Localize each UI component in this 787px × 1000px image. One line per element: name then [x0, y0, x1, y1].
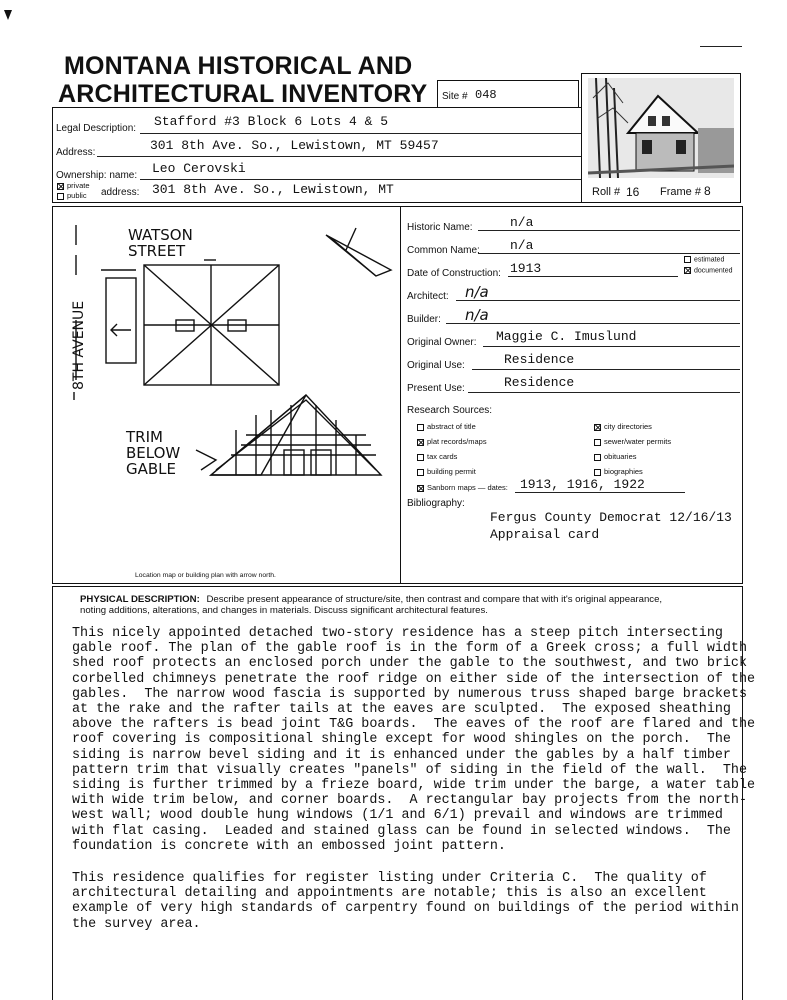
watson-street-label: WATSON: [128, 226, 193, 244]
research-label: biographies: [604, 467, 643, 476]
research-item[interactable]: [417, 422, 476, 431]
description-line: siding is further trimmed by a frieze board, wide trim under the barge, a water table: [72, 778, 756, 794]
site-sketch: [56, 210, 396, 570]
research-item[interactable]: [417, 467, 476, 476]
research-checkbox[interactable]: [594, 469, 601, 476]
present-use-value: Residence: [504, 375, 575, 390]
roll-value: 16: [626, 185, 640, 199]
legal-description-label: Legal Description:: [56, 123, 137, 134]
title-line-1: MONTANA HISTORICAL AND: [64, 52, 413, 80]
ownership-name-value: Leo Cerovski: [152, 161, 246, 176]
roll-label: Roll #: [592, 186, 621, 198]
research-label: Sanborn maps — dates:: [427, 483, 508, 492]
bibliography-label: Bibliography:: [407, 498, 465, 509]
divider: [97, 156, 582, 157]
divider: [483, 346, 740, 347]
public-label: public: [67, 191, 87, 200]
original-owner-value: Maggie C. Imuslund: [496, 329, 637, 344]
owner-address-label: address:: [101, 187, 140, 198]
common-name-label: Common Name:: [407, 245, 480, 256]
research-heading: Research Sources:: [407, 405, 493, 416]
form-title: [58, 52, 427, 108]
description-line: siding is narrow bevel siding and it is enhanced under the gables by a half timber: [72, 747, 731, 763]
physical-heading: PHYSICAL DESCRIPTION:: [80, 594, 200, 605]
watson-street-label-2: STREET: [128, 242, 186, 260]
research-label: obituaries: [604, 452, 637, 461]
estimated-checkbox-row[interactable]: [684, 256, 724, 263]
documented-label: documented: [694, 267, 733, 275]
physical-instructions-line-2: noting additions, alterations, and changes in materials. Discuss significant architectural features.: [80, 605, 488, 616]
research-checkbox[interactable]: [417, 439, 424, 446]
date-value: 1913: [510, 261, 542, 276]
avenue-label: 8TH AVENUE: [71, 300, 87, 390]
research-label: building permit: [427, 467, 476, 476]
site-label: Site #: [442, 91, 468, 102]
documented-checkbox[interactable]: [684, 267, 691, 274]
historic-name-value: n/a: [510, 215, 534, 230]
builder-label: Builder:: [407, 314, 441, 325]
historic-name-label: Historic Name:: [407, 222, 473, 233]
site-number: 048: [475, 88, 497, 102]
research-item[interactable]: [594, 452, 637, 461]
estimated-checkbox[interactable]: [684, 256, 691, 263]
research-item[interactable]: [594, 467, 643, 476]
site-number-box: [437, 80, 579, 108]
divider: [446, 323, 740, 324]
divider: [140, 133, 582, 134]
description-line: west wall; wood double hung windows (1/1 and 6/1) prevail and windows are trimmed: [72, 808, 723, 824]
research-label: abstract of title: [427, 422, 476, 431]
middle-divider: [400, 206, 401, 584]
divider: [456, 300, 740, 301]
legal-description-value: Stafford #3 Block 6 Lots 4 & 5: [154, 114, 389, 129]
description-line: pattern trim that visually creates "panels" of siding in the field of the wall. The: [72, 762, 747, 778]
description-line: This nicely appointed detached two-story residence has a steep pitch intersecting: [72, 626, 723, 641]
trim-label: TRIM: [126, 428, 163, 446]
research-checkbox[interactable]: [417, 469, 424, 476]
bibliography-item: Fergus County Democrat 12/16/13: [490, 510, 732, 525]
research-checkbox[interactable]: [417, 485, 424, 492]
documented-checkbox-row[interactable]: [684, 267, 733, 274]
original-use-value: Residence: [504, 352, 575, 367]
original-use-label: Original Use:: [407, 360, 465, 371]
research-checkbox[interactable]: [594, 454, 601, 461]
description-line: with wide trim below, and corner boards. A rectangular bay projects from the north-: [72, 793, 747, 809]
description-line: gable roof. The plan of the gable roof is in the form of a Greek cross; a full width: [72, 641, 747, 657]
date-label: Date of Construction:: [407, 268, 501, 279]
research-checkbox[interactable]: [417, 424, 424, 431]
description-line: shed roof protects an enclosed porch under the gable to the southwest, and two brick: [72, 656, 747, 672]
research-item[interactable]: [417, 452, 457, 461]
private-checkbox[interactable]: [57, 183, 64, 190]
divider: [515, 492, 685, 493]
photo-box: [581, 73, 741, 203]
research-label: city directories: [604, 422, 652, 431]
private-label: private: [67, 181, 90, 190]
description-line: gables. The narrow wood fascia is supported by numerous truss shaped barge brackets: [72, 686, 747, 702]
architect-value: n/a: [465, 283, 489, 301]
sketch-caption: Location map or building plan with arrow north.: [135, 572, 276, 579]
description-line: example of very high standards of carpentry found on buildings of the period within: [72, 901, 739, 917]
public-checkbox-row[interactable]: [57, 191, 87, 200]
address-value: 301 8th Ave. So., Lewistown, MT 59457: [150, 138, 439, 153]
corner-mark: [4, 10, 12, 20]
divider: [468, 392, 740, 393]
research-item[interactable]: [594, 437, 671, 446]
physical-description-paragraph-2: [72, 871, 739, 932]
present-use-label: Present Use:: [407, 383, 465, 394]
architect-label: Architect:: [407, 291, 449, 302]
description-line: roof covering is compositional shingle except for wood shingles on the porch. The: [72, 732, 731, 748]
owner-address-value: 301 8th Ave. So., Lewistown, MT: [152, 182, 394, 197]
trim-label-2: BELOW: [126, 444, 181, 462]
private-checkbox-row[interactable]: [57, 181, 90, 190]
divider: [140, 179, 582, 180]
frame-value: 8: [704, 184, 711, 198]
scan-mark: [700, 46, 742, 47]
divider: [478, 230, 740, 231]
divider: [478, 253, 740, 254]
research-item[interactable]: [594, 422, 652, 431]
trim-label-3: GABLE: [126, 460, 177, 478]
research-label: sewer/water permits: [604, 437, 672, 446]
research-checkbox[interactable]: [594, 439, 601, 446]
divider: [508, 276, 678, 277]
research-label: plat records/maps: [427, 437, 487, 446]
description-line: foundation is concrete with an embossed joint pattern.: [72, 838, 506, 854]
public-checkbox[interactable]: [57, 193, 64, 200]
ownership-name-label: Ownership: name:: [56, 170, 138, 181]
original-owner-label: Original Owner:: [407, 337, 477, 348]
description-line: corbelled chimneys penetrate the roof ridge on either side of the intersection of the: [72, 671, 756, 687]
common-name-value: n/a: [510, 238, 534, 253]
research-checkbox[interactable]: [594, 424, 601, 431]
title-line-2: ARCHITECTURAL INVENTORY: [58, 80, 428, 108]
house-photo: [588, 78, 734, 178]
description-line: the survey area.: [72, 916, 201, 932]
frame-label: Frame #: [660, 186, 701, 198]
physical-instructions-line-1: Describe present appearance of structure/site, then contrast and compare that with it's original appearance,: [206, 594, 663, 605]
address-label: Address:: [56, 147, 96, 158]
bibliography-item: Appraisal card: [490, 527, 600, 542]
description-line: This residence qualifies for register listing under Criteria C. The quality of: [72, 871, 707, 886]
description-line: above the rafters is bead joint T&G boards. The eaves of the roof are flared and the: [72, 717, 756, 733]
research-checkbox[interactable]: [417, 454, 424, 461]
estimated-label: estimated: [694, 256, 725, 264]
builder-value: n/a: [465, 306, 489, 324]
description-line: architectural detailing and appointments are notable; this is also an excellent: [72, 886, 707, 902]
research-item[interactable]: [417, 437, 487, 446]
research-item[interactable]: [417, 483, 508, 492]
physical-description-paragraph-1: [72, 626, 755, 854]
description-line: with flat casing. Leaded and stained glass can be found in selected windows. The: [72, 823, 731, 839]
description-line: at the rake and the rafter tails at the eaves are sculpted. The exposed sheathing: [72, 702, 731, 718]
physical-instructions: [80, 594, 740, 616]
research-label: tax cards: [427, 452, 458, 461]
sanborn-dates: 1913, 1916, 1922: [520, 477, 645, 492]
divider: [472, 369, 740, 370]
